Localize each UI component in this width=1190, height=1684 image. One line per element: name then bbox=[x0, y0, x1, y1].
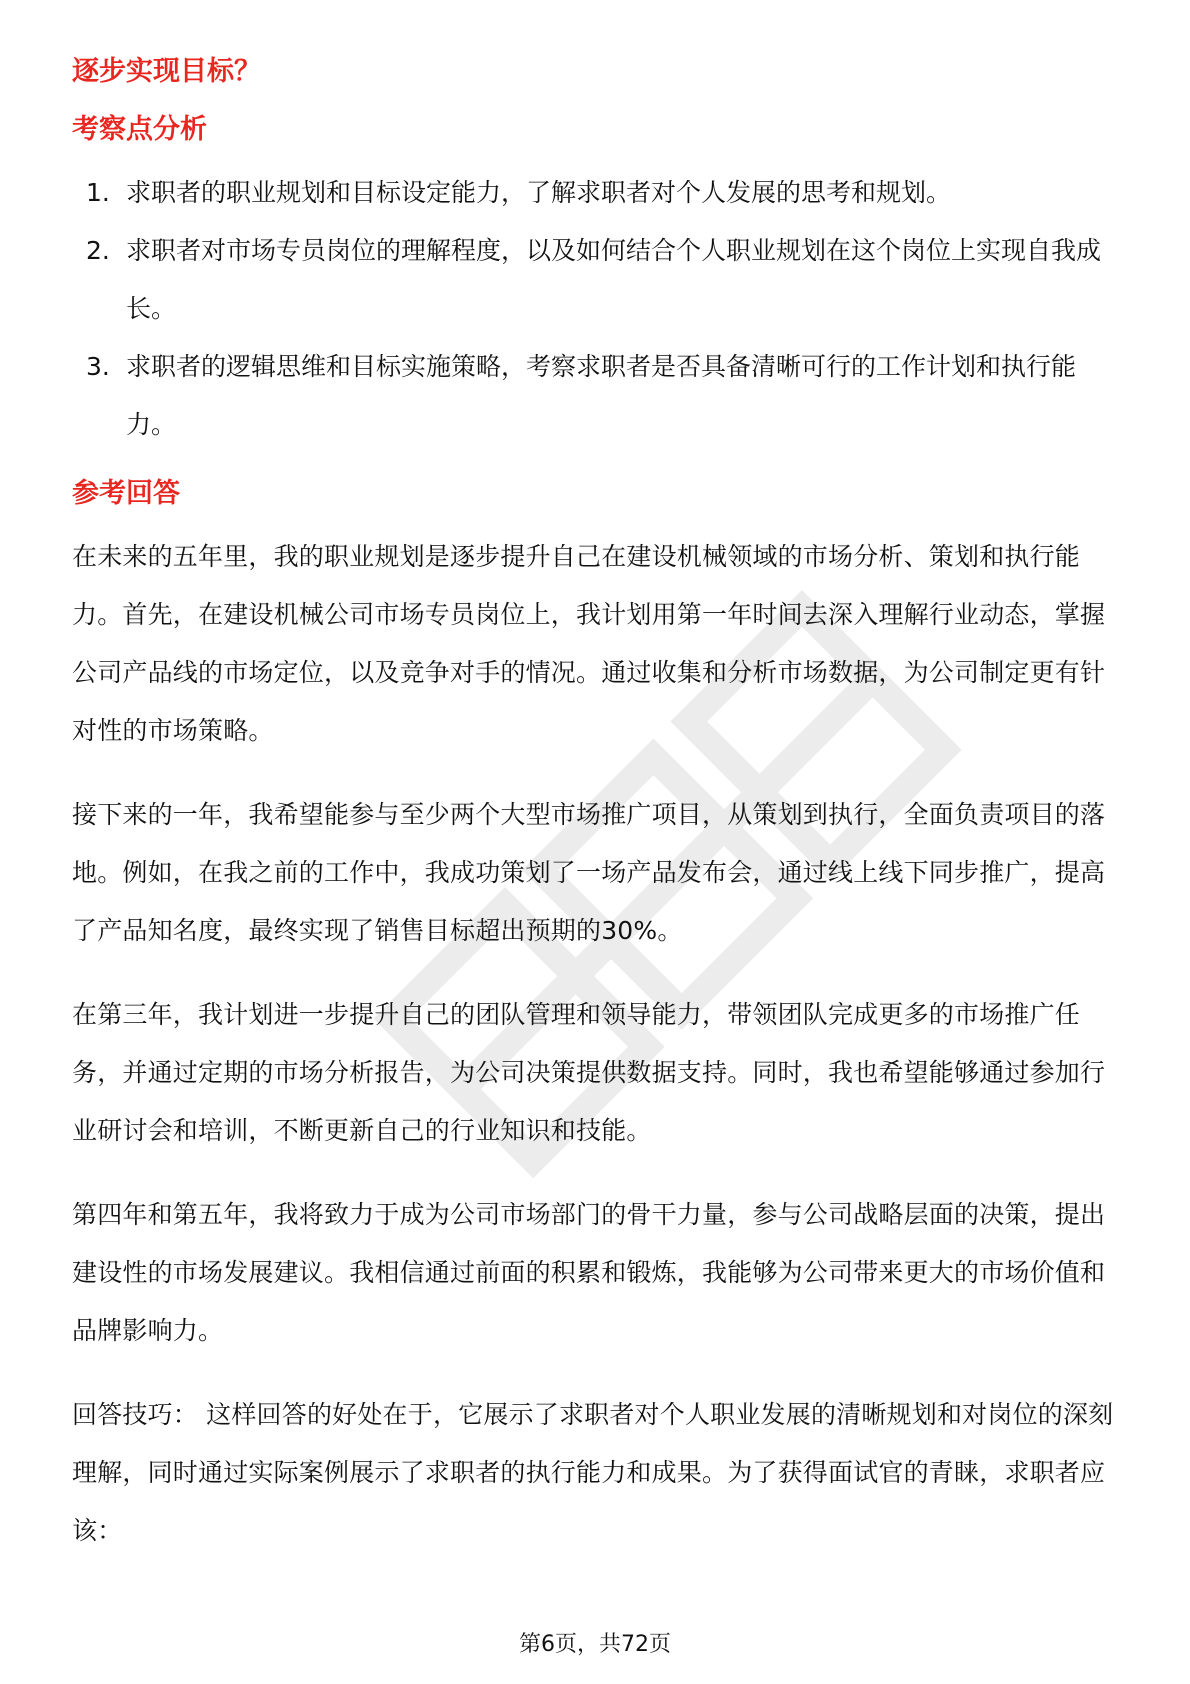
question-heading: 逐步实现目标？ bbox=[72, 56, 261, 87]
list-item bbox=[72, 222, 1122, 338]
list-item bbox=[72, 338, 1122, 454]
answer-paragraph: 在未来的五年里，我的职业规划是逐步提升自己在建设机械领域的市场分析、策划和执行能力。首先，在建设机械公司市场专员岗位上，我计划用第一年时间去深入理解行业动态，掌握公司产品线的市场定位，以及竞争对手的情况。通过收集和分析市场数据，为公司制定更有针对性的市场策略。 bbox=[72, 542, 1106, 745]
answer-paragraph: 第四年和第五年，我将致力于成为公司市场部门的骨干力量，参与公司战略层面的决策，提出建设性的市场发展建议。我相信通过前面的积累和锻炼，我能够为公司带来更大的市场价值和品牌影响力。 bbox=[72, 1200, 1106, 1345]
list-item-number: 2. bbox=[86, 236, 110, 265]
list-item bbox=[72, 164, 1122, 222]
list-item-text: 求职者对市场专员岗位的理解程度，以及如何结合个人职业规划在这个岗位上实现自我成长。 bbox=[126, 236, 1102, 323]
answer-heading: 参考回答 bbox=[72, 478, 180, 509]
list-item-text: 求职者的职业规划和目标设定能力，了解求职者对个人发展的思考和规划。 bbox=[126, 178, 952, 207]
answer-paragraph: 在第三年，我计划进一步提升自己的团队管理和领导能力，带领团队完成更多的市场推广任务，并通过定期的市场分析报告，为公司决策提供数据支持。同时，我也希望能够通过参加行业研讨会和培训，不断更新自己的行业知识和技能。 bbox=[72, 1000, 1106, 1145]
list-item-number: 1. bbox=[86, 178, 110, 207]
analysis-heading: 考察点分析 bbox=[72, 114, 207, 145]
list-item-number: 3. bbox=[86, 352, 110, 381]
answer-paragraph: 接下来的一年，我希望能参与至少两个大型市场推广项目，从策划到执行，全面负责项目的落地。例如，在我之前的工作中，我成功策划了一场产品发布会，通过线上线下同步推广，提高了产品知名度，最终实现了销售目标超出预期的30%。 bbox=[72, 800, 1106, 945]
tips-paragraph: 回答技巧： 这样回答的好处在于，它展示了求职者对个人职业发展的清晰规划和对岗位的深刻理解，同时通过实际案例展示了求职者的执行能力和成果。为了获得面试官的青睐，求职者应该： bbox=[72, 1400, 1114, 1545]
page-number: 第6页，共72页 bbox=[519, 1632, 671, 1657]
analysis-list bbox=[72, 164, 1122, 454]
document-content bbox=[72, 52, 1122, 1586]
list-item-text: 求职者的逻辑思维和目标实施策略，考察求职者是否具备清晰可行的工作计划和执行能力。 bbox=[126, 352, 1077, 439]
